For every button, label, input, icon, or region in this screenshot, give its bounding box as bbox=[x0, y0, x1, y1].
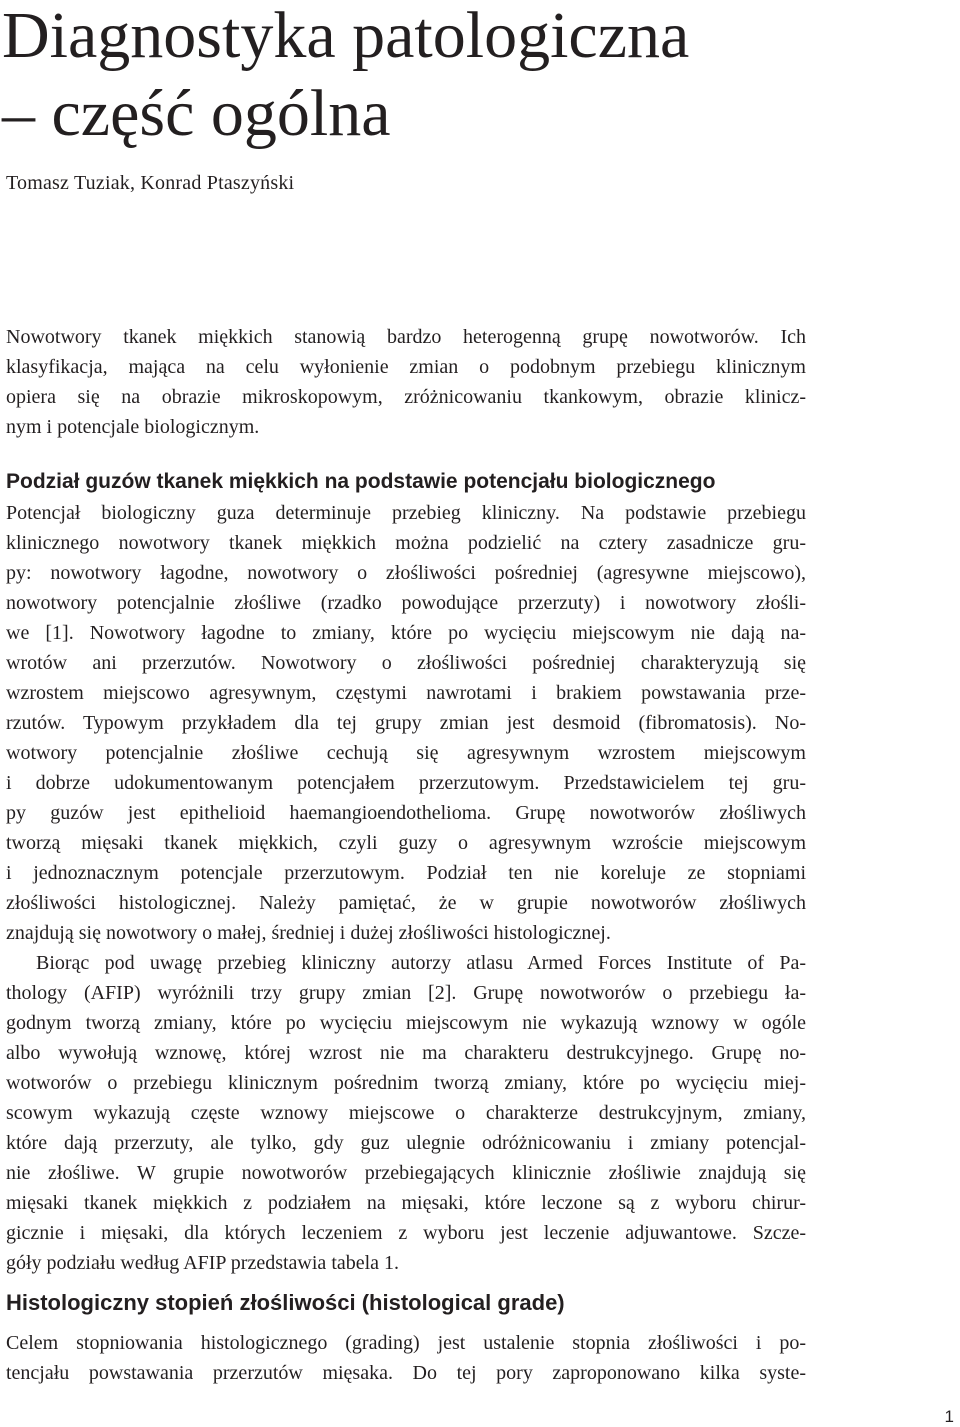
text-line: nym i potencjale biologicznym. bbox=[6, 416, 260, 438]
text-line: we [1]. Nowotwory łagodne to zmiany, które po wycięciu miejscowym nie dają na- bbox=[6, 622, 806, 644]
intro-paragraph bbox=[6, 322, 806, 442]
section-heading-biological-potential: Podział guzów tkanek miękkich na podstawie potencjału biologicznego bbox=[6, 470, 716, 493]
text-line: Celem stopniowania histologicznego (grading) jest ustalenie stopnia złośliwości i po- bbox=[6, 1332, 806, 1354]
text-line: Nowotwory tkanek miękkich stanowią bardzo heterogenną grupę nowotworów. Ich bbox=[6, 326, 806, 348]
text-line: tworzą mięsaki tkanek miękkich, czyli guzy o agresywnym wzroście miejscowym bbox=[6, 832, 806, 854]
text-line: nie złośliwe. W grupie nowotworów przebiegających klinicznie złośliwie znajdują się bbox=[6, 1162, 806, 1184]
page-title-line-1: Diagnostyka patologiczna bbox=[2, 0, 690, 72]
text-line: klasyfikacja, mająca na celu wyłonienie zmian o podobnym przebiegu klinicznym bbox=[6, 356, 806, 378]
text-line: py guzów jest epithelioid haemangioendothelioma. Grupę nowotworów złośliwych bbox=[6, 802, 806, 824]
text-line: opiera się na obrazie mikroskopowym, zróżnicowaniu tkankowym, obrazie klinicz- bbox=[6, 386, 806, 408]
text-line: znajdują się nowotwory o małej, średniej i dużej złośliwości histologicznej. bbox=[6, 922, 611, 944]
text-line: godnym tworzą zmiany, które po wycięciu miejscowym nie wykazują wznowy w ogóle bbox=[6, 1012, 806, 1034]
section-body-histological-grade bbox=[6, 1328, 806, 1388]
text-line: tencjału powstawania przerzutów mięsaka. Do tej pory zaproponowano kilka syste- bbox=[6, 1362, 806, 1384]
text-line: złośliwości histologicznej. Należy pamiętać, że w grupie nowotworów złośliwych bbox=[6, 892, 806, 914]
page-number: 1 bbox=[944, 1407, 954, 1426]
text-line: nowotwory potencjalnie złośliwe (rzadko powodujące przerzuty) i nowotwory złośli- bbox=[6, 592, 806, 614]
page-title-line-2: – część ogólna bbox=[2, 77, 391, 150]
text-line: mięsaki tkanek miękkich z podziałem na mięsaki, które leczone są z wyboru chirur- bbox=[6, 1192, 806, 1214]
text-line: wzrostem miejscowo agresywnym, częstymi nawrotami i brakiem powstawania prze- bbox=[6, 682, 806, 704]
text-line: góły podziału według AFIP przedstawia tabela 1. bbox=[6, 1252, 400, 1274]
text-line: rzutów. Typowym przykładem dla tej grupy zmian jest desmoid (fibromatosis). No- bbox=[6, 712, 806, 734]
text-line: wrotów ani przerzutów. Nowotwory o złośliwości pośredniej charakteryzują się bbox=[6, 652, 806, 674]
section-heading-histological-grade: Histologiczny stopień złośliwości (histological grade) bbox=[6, 1290, 565, 1315]
text-line: gicznie i mięsaki, dla których leczeniem z wyboru jest leczenie adjuwantowe. Szcze- bbox=[6, 1222, 806, 1244]
text-line: wotwory potencjalnie złośliwe cechują się agresywnym wzrostem miejscowym bbox=[6, 742, 806, 764]
text-line: py: nowotwory łagodne, nowotwory o złośliwości pośredniej (agresywne miejscowo), bbox=[6, 562, 806, 584]
text-line: Potencjał biologiczny guza determinuje przebieg kliniczny. Na podstawie przebiegu bbox=[6, 502, 806, 524]
section-body-biological-potential bbox=[6, 498, 806, 1278]
text-line: scowym wykazują częste wznowy miejscowe o charakterze destrukcyjnym, zmiany, bbox=[6, 1102, 806, 1124]
text-line: i jednoznacznym potencjale przerzutowym. Podział ten nie koreluje ze stopniami bbox=[6, 862, 806, 884]
text-line: Biorąc pod uwagę przebieg kliniczny autorzy atlasu Armed Forces Institute of Pa- bbox=[36, 952, 806, 974]
text-line: wotworów o przebiegu klinicznym pośrednim tworzą zmiany, które po wycięciu miej- bbox=[6, 1072, 806, 1094]
text-line: klinicznego nowotwory tkanek miękkich można podzielić na cztery zasadnicze gru- bbox=[6, 532, 806, 554]
text-line: i dobrze udokumentowanym potencjałem przerzutowym. Przedstawicielem tej gru- bbox=[6, 772, 806, 794]
text-line: albo wywołują wznowę, której wzrost nie ma charakteru destrukcyjnego. Grupę no- bbox=[6, 1042, 806, 1064]
authors: Tomasz Tuziak, Konrad Ptaszyński bbox=[6, 172, 295, 194]
text-line: które dają przerzuty, ale tylko, gdy guz ulegnie odróżnicowaniu i zmiany potencjal- bbox=[6, 1132, 806, 1154]
text-line: thology (AFIP) wyróżnili trzy grupy zmian [2]. Grupę nowotworów o przebiegu ła- bbox=[6, 982, 806, 1004]
